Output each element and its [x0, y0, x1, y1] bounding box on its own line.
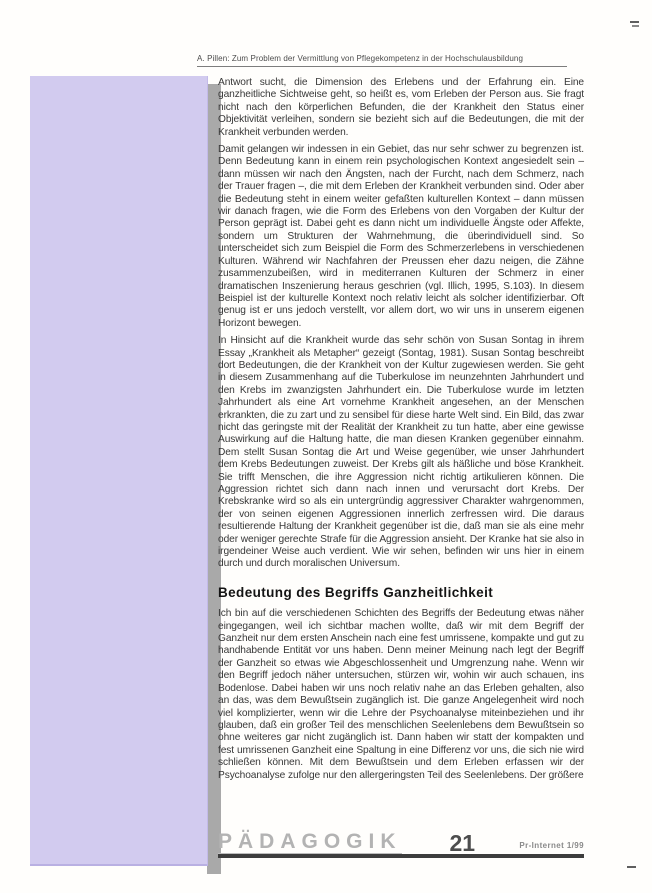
crop-mark-icon [632, 25, 639, 27]
article-text-column [218, 77, 584, 787]
section-heading: Bedeutung des Begriffs Ganzheitlichkeit [218, 584, 494, 600]
page-footer [218, 816, 584, 858]
body-paragraph: Antwort sucht, die Dimension des Erlebens und der Erfahrung ein. Eine ganzheitliche Sichtweise geht, so heißt es, vom Erleben der Person aus. Sie fragt nicht nach den körperlichen Befunden, die der Krankheit den Status einer Objektivität verleihen, sondern sie bezieht sich auf die Bedeutungen, die mit der Krankheit verbunden werden. [218, 77, 584, 138]
journal-name: PÄDAGOGIK [218, 830, 402, 853]
crop-mark-icon [630, 21, 639, 23]
body-paragraph: Damit gelangen wir indessen in ein Gebiet, das nur sehr schwer zu begrenzen ist. Denn Bedeutung kann in einem rein psychologischen Kontext angesiedelt sein – dann müssen wir nach den Ängsten, nach der Furcht, nach dem Schmerz, nach der Trauer fragen –, die mit dem Erleben der Krankheit verbunden sind. Oder aber die Bedeutung steht in einem weiter gefaßten kulturellen Kontext – dann müssen wir danach fragen, wie die Form des Erlebens von den Vorgaben der Kultur der Person geprägt ist. Dabei geht es dann nicht um individuelle Ängste oder Affekte, sondern um Strukturen der Wahrnehmung, die überindividuell sind. So unterscheidet sich zum Beispiel die Form des Schmerzerlebens in verschiedenen Kulturen. Während wir Nachfahren der Preussen eher dazu neigen, die Zähne zusammenzubeißen, wird in mediterranen Kulturen der Schmerz in einer dramatischen Inszenierung heraus geschrien (vgl. Illich, 1995, S.103). In diesem Beispiel ist der kulturelle Kontext noch relativ leicht als solcher identifizierbar. Oft genug ist er uns jedoch verstellt, vor allem dort, wo wir uns in unserem eigenen Horizont bewegen. [218, 144, 584, 329]
sidebar-panel [30, 76, 208, 866]
running-header: A. Pillen: Zum Problem der Vermittlung von Pflegekompetenz in der Hochschulausbildung [197, 54, 567, 67]
crop-mark-icon [627, 866, 636, 868]
body-paragraph: In Hinsicht auf die Krankheit wurde das sehr schön von Susan Sontag in ihrem Essay „Krankheit als Metapher“ gezeigt (Sontag, 1981). Susan Sontag beschreibt dort Bedeutungen, die der Krankheit von der Kultur zugewiesen werden. Sie geht in diesem Zusammenhang auf die Tuberkulose im neunzehnten Jahrhundert und den Krebs im zwanzigsten Jahrhundert ein. Die Tuberkulose wurde im letzten Jahrhundert als eine Art vornehme Krankheit angesehen, an der Menschen erkrankten, die zu zart und zu sensibel für diese harte Welt sind. Ein Bild, das zwar nicht das geringste mit der Realität der Krankheit zu tun hatte, aber eine gewisse Auswirkung auf die Haltung hatte, die man diesen Kranken gegenüber einnahm. Dem stellt Susan Sontag die Art und Weise gegenüber, wie unser Jahrhundert dem Krebs Bedeutungen zuweist. Der Krebs gilt als häßliche und böse Krankheit. Sie trifft Menschen, die ihre Aggression nicht richtig artikulieren können. Die Aggression richtet sich dann nach innen und verursacht dort Krebs. Der Krebskranke wird so als ein untergründig aggressiver Charakter wahrgenommen, der von seinen eigenen Aggressionen innerlich zerfressen wird. Die daraus resultierende Haltung der Krankheit gegenüber ist die, daß man sie als eine mehr oder weniger gerechte Strafe für die Aggression ansieht. Der Kranke hat sie also in irgendeiner Weise auch verdient. Wie wir sehen, befinden wir uns hier in einem durch und durch moralischen Universum. [218, 335, 584, 570]
issue-label: Pr-Internet 1/99 [519, 841, 584, 850]
body-paragraph: Ich bin auf die verschiedenen Schichten des Begriffs der Bedeutung etwas näher eingegangen, weil ich sichtbar machen wollte, daß wir mit dem Begriff der Ganzheit nur dem ersten Anschein nach eine fest umrissene, kompakte und gut zu handhabende Entität vor uns haben. Denn meiner Meinung nach legt der Begriff der Ganzheit so etwas wie Abgeschlossenheit und Umgrenzung nahe. Wenn wir den Begriff jedoch näher untersuchen, stürzen wir, wohin wir auch schauen, ins Bodenlose. Dabei haben wir uns noch relativ nahe an das Erleben gehalten, also an das, was dem Bewußtsein zugänglich ist. Die ganze Angelegenheit wird noch viel komplizierter, wenn wir die Lehre der Psychoanalyse miteinbeziehen und ihr glauben, daß ein großer Teil des menschlichen Seelenlebens dem Bewußtsein so ohne weiteres gar nicht zugänglich ist. Dann haben wir statt der kompakten und fest umrissenen Ganzheit eine Spaltung in eine Differenz vor uns, die sich nie wird schließen können. Mit dem Bewußtsein und dem Erleben erfassen wir der Psychoanalyse zufolge nur den allergeringsten Teil des Seelenlebens. Der größere [218, 608, 584, 781]
page-number: 21 [449, 830, 476, 856]
